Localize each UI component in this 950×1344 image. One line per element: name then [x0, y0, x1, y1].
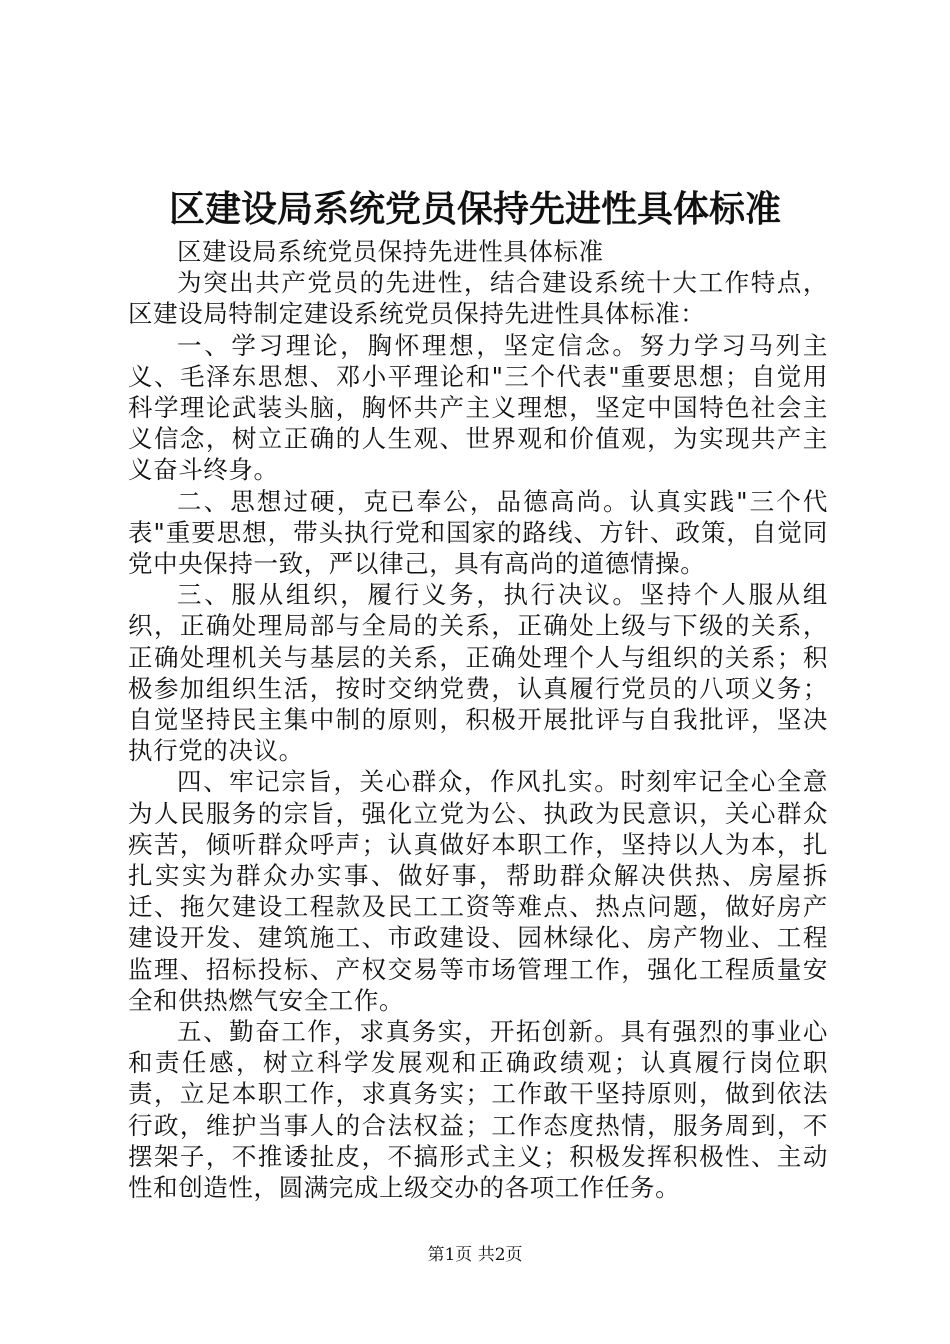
page-title: 区建设局系统党员保持先进性具体标准: [168, 188, 781, 230]
page-number-total: 共2页: [477, 1245, 523, 1265]
paragraph-standard-5: 五、勤奋工作，求真务实，开拓创新。具有强烈的事业心和责任感，树立科学发展观和正确政绩观；认真履行岗位职责，立足本职工作，求真务实；工作敢干坚持原则，做到依法行政，维护当事人的合法权益；工作态度热情，服务周到，不摆架子，不推诿扯皮，不搞形式主义；积极发挥积极性、主动性和创造性，圆满完成上级交办的各项工作任务。: [128, 1017, 828, 1203]
paragraph-standard-1: 一、学习理论，胸怀理想，坚定信念。努力学习马列主义、毛泽东思想、邓小平理论和"三个代表"重要思想；自觉用科学理论武装头脑，胸怀共产主义理想，坚定中国特色社会主义信念，树立正确的人生观、世界观和价值观，为实现共产主义奋斗终身。: [128, 330, 828, 485]
document-body: [128, 236, 828, 1203]
paragraph-standard-2: 二、思想过硬，克已奉公，品德高尚。认真实践"三个代表"重要思想，带头执行党和国家的路线、方针、政策，自觉同党中央保持一致，严以律己，具有高尚的道德情操。: [128, 486, 828, 579]
page-number-current: 第1页: [427, 1245, 473, 1265]
paragraph-intro: 为突出共产党员的先进性，结合建设系统十大工作特点，区建设局特制定建设系统党员保持先进性具体标准：: [128, 268, 828, 329]
paragraph-standard-4: 四、牢记宗旨，关心群众，作风扎实。时刻牢记全心全意为人民服务的宗旨，强化立党为公、执政为民意识，关心群众疾苦，倾听群众呼声；认真做好本职工作，坚持以人为本，扎扎实实为群众办实事、做好事，帮助群众解决供热、房屋拆迁、拖欠建设工程款及民工工资等难点、热点问题，做好房产建设开发、建筑施工、市政建设、园林绿化、房产物业、工程监理、招标投标、产权交易等市场管理工作，强化工程质量安全和供热燃气安全工作。: [128, 767, 828, 1015]
paragraph-subtitle: 区建设局系统党员保持先进性具体标准: [177, 237, 604, 266]
page-footer: [0, 1244, 950, 1266]
paragraph-standard-3: 三、服从组织，履行义务，执行决议。坚持个人服从组织，正确处理局部与全局的关系，正确处上级与下级的关系，正确处理机关与基层的关系，正确处理个人与组织的关系；积极参加组织生活，按时交纳党费，认真履行党员的八项义务；自觉坚持民主集中制的原则，积极开展批评与自我批评，坚决执行党的决议。: [128, 580, 828, 766]
